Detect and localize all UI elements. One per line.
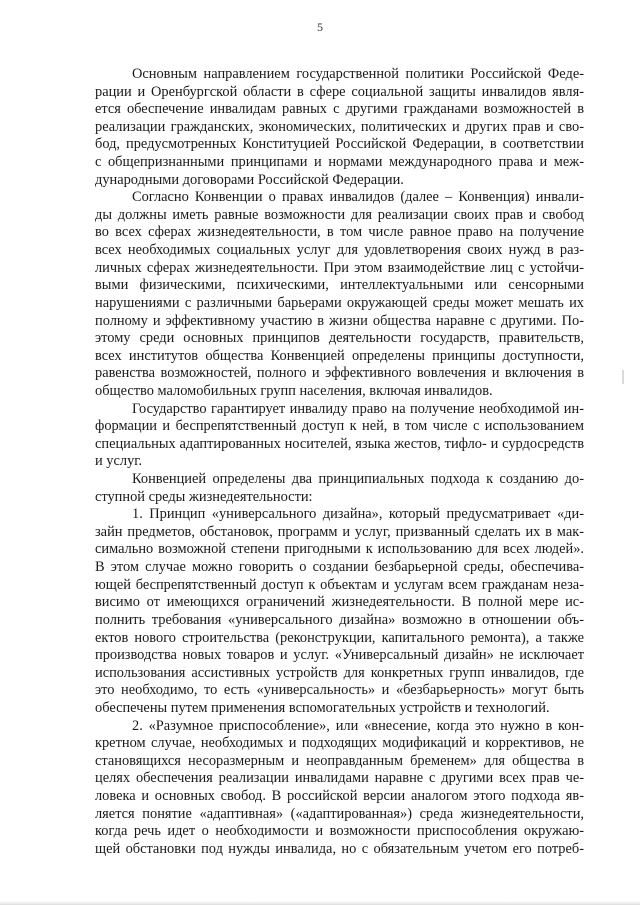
text-line: общество маломобильных групп населения, включая инвалидов. <box>95 382 493 399</box>
text-line: зайн предметов, обстановок, программ и услуг, призванный сделать их в мак- <box>95 523 584 540</box>
text-line: ектов нового строительства (реконструкции, капитального ремонта), а также <box>95 629 584 646</box>
text-line: это необходимо, то есть «универсальность» и «безбарьерность» могут быть <box>95 682 584 699</box>
text-line: и услуг. <box>95 453 143 470</box>
text-line: кретном случае, необходимых и подходящих модификаций и коррективов, не <box>95 735 584 752</box>
text-line: полнить требования «универсального дизайна» возможно в отношении объ- <box>95 611 584 628</box>
text-line: 1. Принцип «универсального дизайна», который предусматривает «ди- <box>132 506 584 523</box>
text-line: висимо от имеющихся ограничений жизнедеятельности. В полной мере ис- <box>95 594 584 611</box>
document-body <box>95 66 584 858</box>
text-line: реализации гражданских, экономических, политических и других прав и сво- <box>95 118 584 135</box>
text-line: личных сферах жизнедеятельности. При этом взаимодействие лиц с устойчи- <box>95 259 584 276</box>
text-line: Основным направлением государственной политики Российской Феде- <box>132 66 584 82</box>
text-line: когда речь идет о необходимости и возможности приспособления окружаю- <box>95 823 584 840</box>
text-line: ляется понятие «адаптивная» («адаптированная») среда жизнедеятельности, <box>95 805 584 822</box>
text-line: равенства возможностей, полного и эффективного вовлечения и включения в <box>95 365 584 382</box>
text-line: целях обеспечения реализации инвалидами наравне с другими всех прав че- <box>95 770 584 787</box>
text-line: дународными договорами Российской Федерации. <box>95 171 404 188</box>
text-line: производства новых товаров и услуг. «Универсальный дизайн» не исключает <box>95 647 584 664</box>
text-line: полному и эффективному участию в жизни общества наравне с другими. По- <box>95 312 584 329</box>
text-line: специальных адаптированных носителей, языка жестов, тифло- и сурдосредств <box>95 435 584 452</box>
text-line: ступной среды жизнедеятельности: <box>95 488 313 505</box>
text-line: ющей беспрепятственный доступ к объектам и услугам всем гражданам неза- <box>95 576 584 593</box>
text-line: этому среди основных принципов деятельности государств, правительств, <box>95 330 584 347</box>
text-line: обеспечены путем применения вспомогательных устройств и технологий. <box>95 699 550 716</box>
text-line: бод, предусмотренных Конституцией Российской Федерации, в соответствии <box>95 136 584 153</box>
text-line: во всех сферах жизнедеятельности, в том числе равное право на получение <box>95 224 584 241</box>
text-line: Согласно Конвенции о правах инвалидов (далее – Конвенция) инвали- <box>132 189 584 206</box>
text-line: всех необходимых социальных услуг для удовлетворения своих нужд в раз- <box>95 242 584 259</box>
text-line: ловека и основных свобод. В российской версии аналогом этого подхода яв- <box>95 787 584 804</box>
page-number: 5 <box>317 20 323 34</box>
text-line: всех институтов общества Конвенцией определены принципы доступности, <box>95 347 584 364</box>
text-line: нарушениями с различными барьерами окружающей среды может мешать их <box>95 294 584 311</box>
text-line: ды должны иметь равные возможности для реализации своих прав и свобод <box>95 206 584 223</box>
text-line: использования ассистивных устройств для конкретных групп инвалидов, где <box>95 664 584 681</box>
text-line: рации и Оренбургской области в сфере социальной защиты инвалидов явля- <box>95 83 584 100</box>
text-line: Государство гарантирует инвалиду право на получение необходимой ин- <box>132 400 584 417</box>
text-line: Конвенцией определены два принципиальных подхода к созданию до- <box>132 471 584 488</box>
scan-bottom-edge <box>0 901 640 905</box>
text-line: выми физическими, психическими, интеллектуальными или сенсорными <box>95 277 584 294</box>
text-line: щей обстановки под нужды инвалида, но с обязательным учетом его потреб- <box>95 840 584 857</box>
text-line: симально возможной степени пригодными к использованию для всех людей». <box>95 541 584 558</box>
text-line: 2. «Разумное приспособление», или «внесение, когда это нужно в кон- <box>132 717 584 734</box>
text-line: с общепризнанными принципами и нормами международного права и меж- <box>95 154 584 171</box>
text-line: В этом случае можно говорить о создании безбарьерной среды, обеспечива- <box>95 559 584 576</box>
text-line: формации и беспрепятственный доступ к ней, в том числе с использованием <box>95 418 584 435</box>
text-line: становящихся несоразмерным и неоправданным бременем» для общества в <box>95 752 584 769</box>
scan-margin-mark <box>622 370 624 384</box>
text-line: ется обеспечение инвалидам равных с другими гражданами возможностей в <box>95 101 584 118</box>
